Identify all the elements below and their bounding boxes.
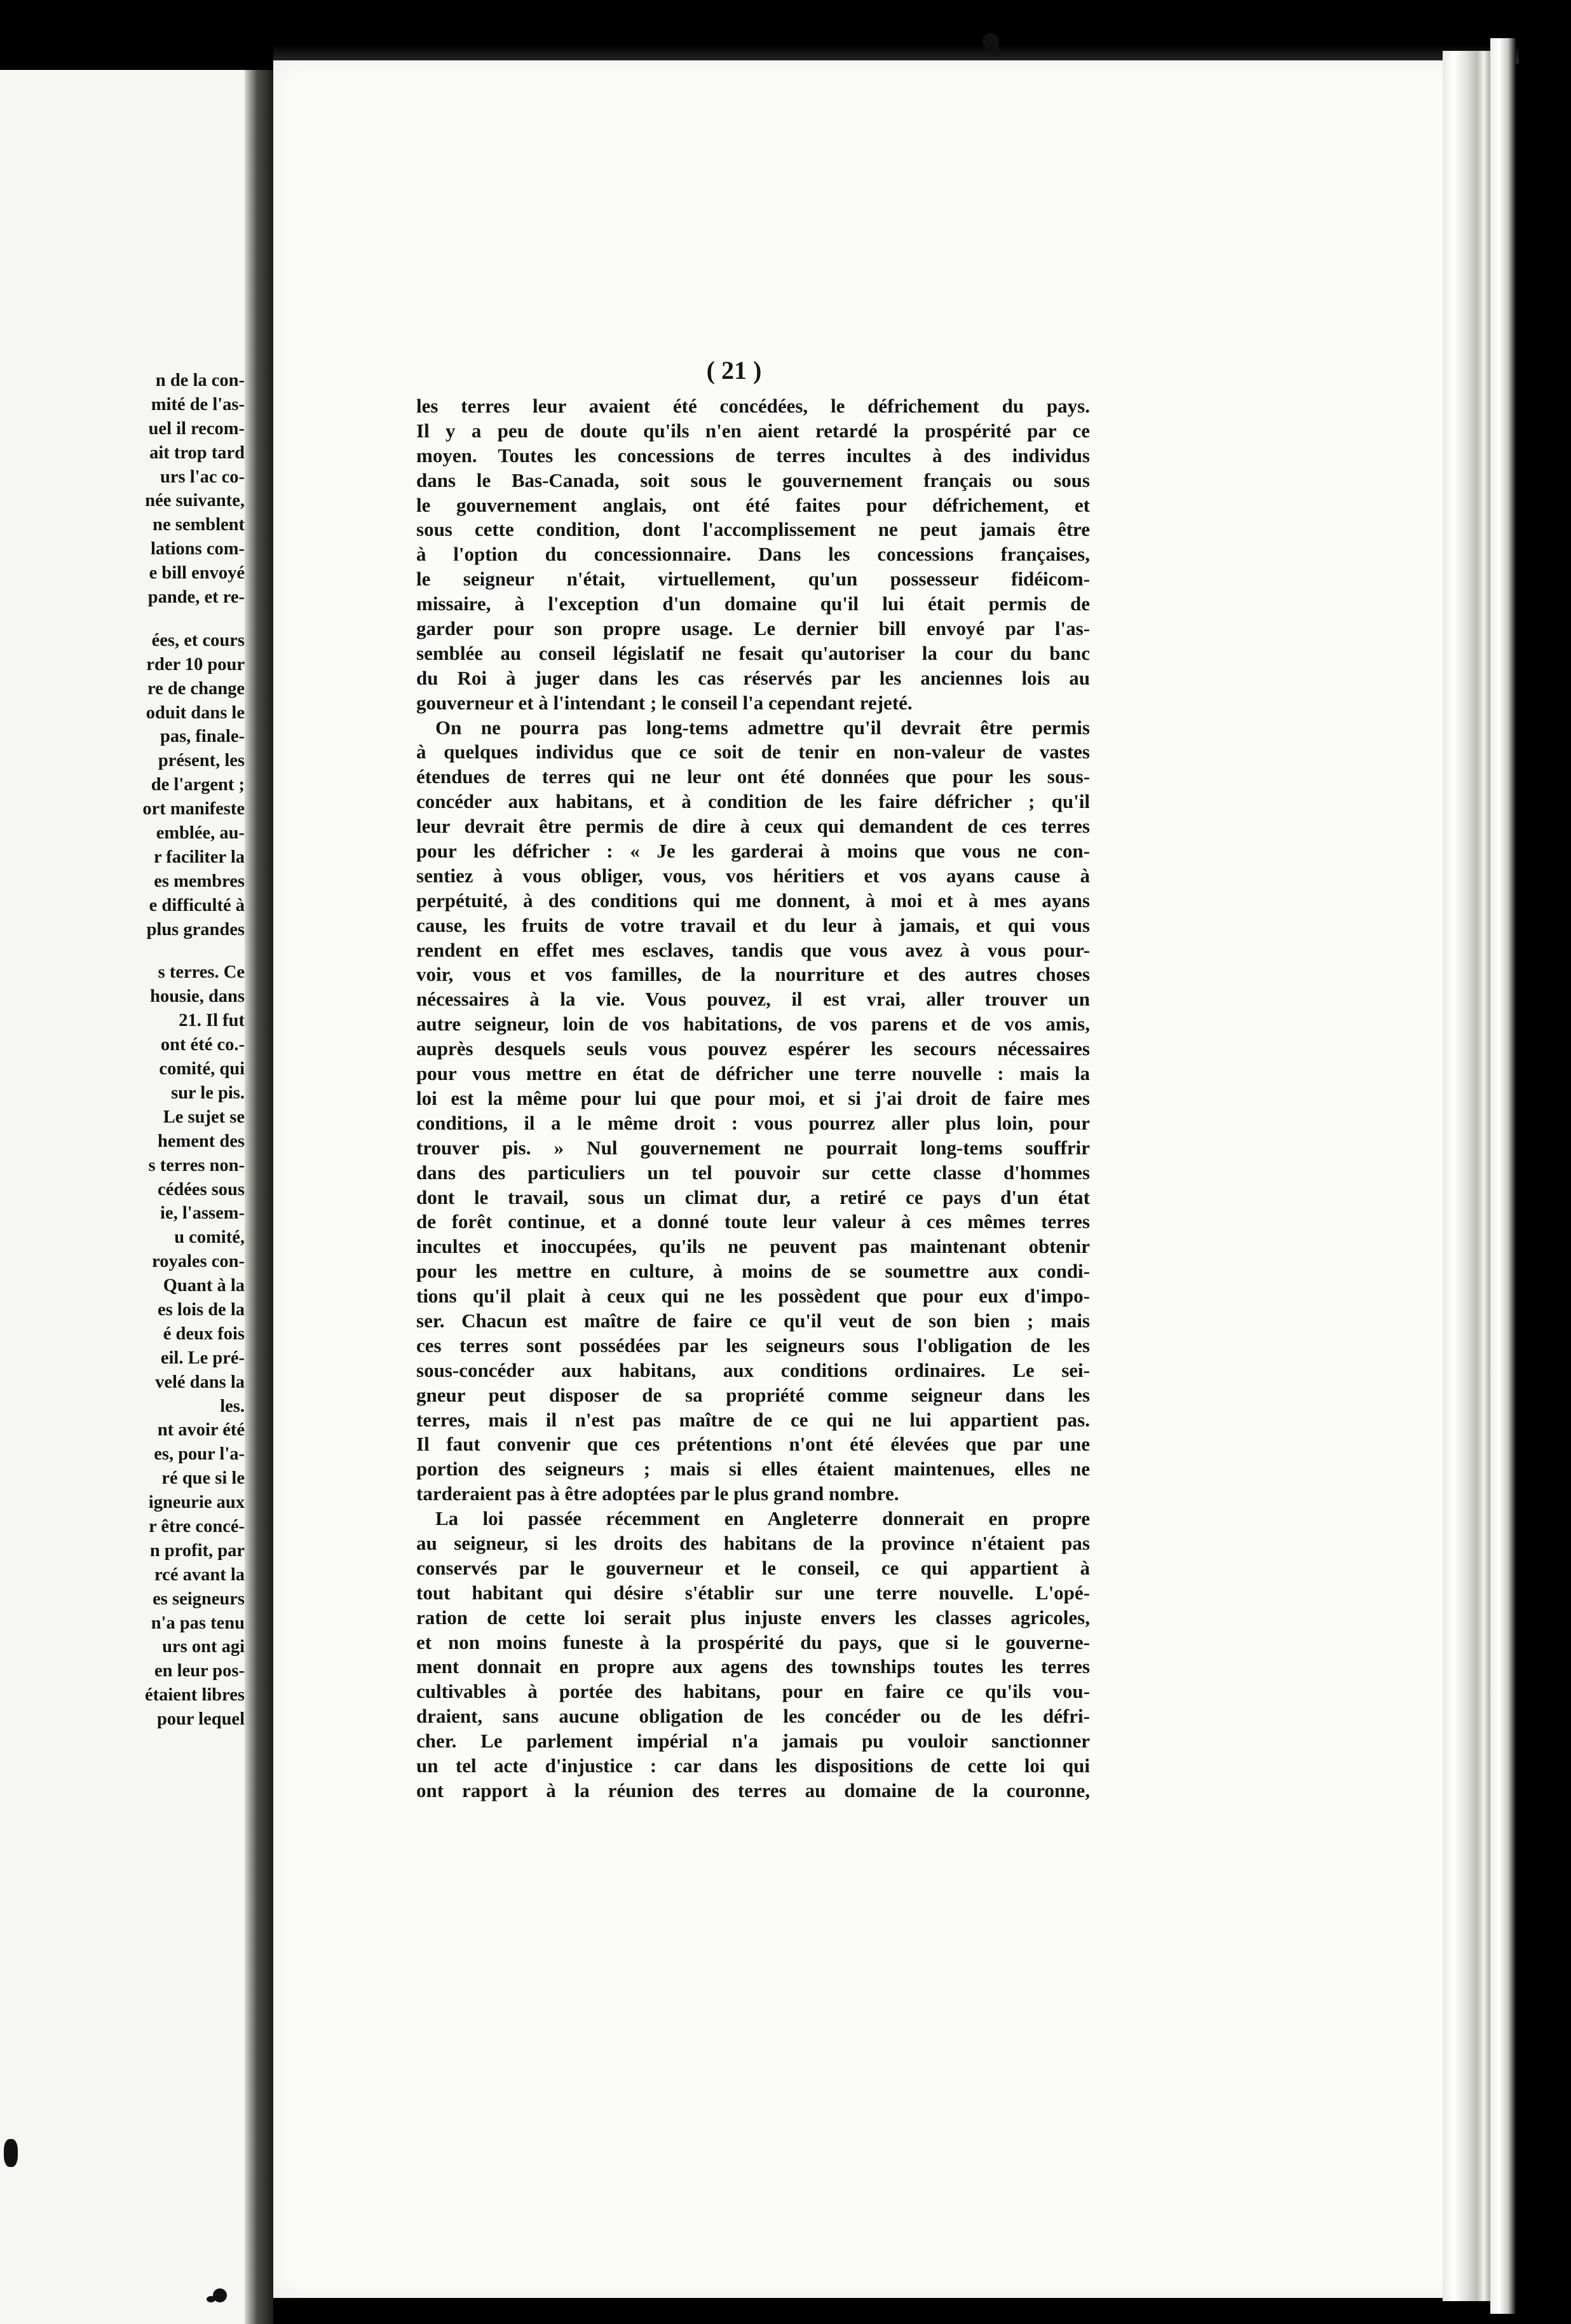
text-line: sous cette condition, dont l'accomplissement ne peut jamais être bbox=[416, 518, 1090, 541]
text-line: garder pour son propre usage. Le dernier bill envoyé par l'as- bbox=[416, 617, 1090, 640]
text-line: les terres leur avaient été concédées, le défrichement du pays. bbox=[416, 395, 1090, 417]
text-line: étendues de terres qui ne leur ont été données que pour les sous- bbox=[416, 765, 1090, 788]
left-page-line: mité de l'as- bbox=[151, 394, 245, 414]
text-line: de forêt continue, et a donné toute leur valeur à ces mêmes terres bbox=[416, 1210, 1090, 1233]
left-page-line: s terres. Ce bbox=[158, 962, 245, 983]
left-page-line: étaient libres bbox=[145, 1685, 245, 1705]
left-page-line: rder 10 pour bbox=[146, 654, 245, 674]
text-line: moyen. Toutes les concessions de terres incultes à des individus bbox=[416, 444, 1090, 467]
left-page-line: plus grandes bbox=[146, 919, 245, 940]
left-page-line: ré que si le bbox=[161, 1468, 245, 1489]
text-line: dont le travail, sous un climat dur, a retiré ce pays d'un état bbox=[416, 1186, 1090, 1208]
text-line: à quelques individus que ce soit de tenir en non-valeur de vastes bbox=[416, 741, 1090, 763]
text-line: un tel acte d'injustice : car dans les dispositions de cette loi qui bbox=[416, 1754, 1090, 1777]
left-page-line: cédées sous bbox=[158, 1179, 245, 1200]
text-line: ration de cette loi serait plus injuste envers les classes agricoles, bbox=[416, 1606, 1090, 1629]
left-page-line: u comité, bbox=[174, 1227, 245, 1248]
top-shadow bbox=[273, 0, 1519, 64]
text-line: ces terres sont possédées par les seigneurs sous l'obligation de les bbox=[416, 1334, 1090, 1357]
left-page-line: rcé avant la bbox=[154, 1564, 245, 1585]
left-page-line: pande, et re- bbox=[147, 587, 245, 608]
left-page-line: re de change bbox=[147, 678, 245, 699]
left-page-line: les. bbox=[220, 1396, 245, 1416]
left-page-line: n'a pas tenu bbox=[151, 1613, 245, 1633]
left-page-line: oduit dans le bbox=[146, 702, 245, 723]
left-page-line: es seigneurs bbox=[153, 1589, 245, 1609]
margin-mark bbox=[4, 2139, 18, 2167]
left-page-line: n de la con- bbox=[155, 371, 245, 390]
text-line: pour vous mettre en état de défricher une terre nouvelle : mais la bbox=[416, 1062, 1090, 1085]
left-page-line: pour lequel bbox=[156, 1709, 245, 1730]
left-page-line: igneurie aux bbox=[148, 1493, 245, 1513]
text-line: sentiez à vous obliger, vous, vos héritiers et vos ayans cause à bbox=[416, 864, 1090, 887]
left-page-line: lations com- bbox=[150, 539, 245, 559]
text-line: cultivables à portée des habitans, pour en faire ce qu'ils vou- bbox=[416, 1680, 1090, 1703]
text-line: concéder aux habitans, et à condition de les faire défricher ; qu'il bbox=[416, 790, 1090, 813]
text-line: ser. Chacun est maître de faire ce qu'il veut de son bien ; mais bbox=[416, 1309, 1090, 1332]
text-line: gouverneur et à l'intendant ; le conseil l'a cependant rejeté. bbox=[416, 691, 913, 714]
left-page-line: ont été co.- bbox=[160, 1035, 245, 1055]
text-line: et non moins funeste à la prospérité du pays, que si le gouverne- bbox=[416, 1630, 1090, 1653]
left-page-line: ne semblent bbox=[153, 515, 245, 535]
left-page-line bbox=[0, 610, 245, 629]
left-page-line: ait trop tard bbox=[149, 442, 245, 463]
text-line: semblée au conseil législatif ne fesait qu'autoriser la cour du banc bbox=[416, 641, 1090, 664]
left-page-line: en leur pos- bbox=[154, 1661, 245, 1681]
left-page-line: eil. Le pré- bbox=[160, 1348, 245, 1368]
left-page-fragment bbox=[0, 70, 245, 2324]
text-line: Il y a peu de doute qu'ils n'en aient retardé la prospérité par ce bbox=[416, 419, 1090, 442]
text-line: autre seigneur, loin de vos habitations, de vos parens et de vos amis, bbox=[416, 1013, 1090, 1036]
book-gutter bbox=[245, 70, 273, 2324]
left-page-line: uel il recom- bbox=[148, 418, 245, 439]
text-line: le gouvernement anglais, ont été faites pour défrichement, et bbox=[416, 493, 1090, 516]
text-line: terres, mais il n'est pas maître de ce qui ne lui appartient pas. bbox=[416, 1408, 1090, 1431]
text-line: cher. Le parlement impérial n'a jamais pu vouloir sanctionner bbox=[416, 1730, 1090, 1753]
text-line: ont rapport à la réunion des terres au domaine de la couronne, bbox=[416, 1779, 1090, 1801]
text-line: nécessaires à la vie. Vous pouvez, il est vrai, aller trouver un bbox=[416, 988, 1090, 1011]
text-line: portion des seigneurs ; mais si elles étaient maintenues, elles ne bbox=[416, 1458, 1090, 1480]
text-line: du Roi à juger dans les cas réservés par les anciennes lois au bbox=[416, 666, 1090, 689]
left-page-line: Le sujet se bbox=[163, 1107, 245, 1127]
text-line: incultes et inoccupées, qu'ils ne peuvent pas maintenant obtenir bbox=[416, 1235, 1090, 1258]
body-text bbox=[416, 394, 1090, 1803]
left-page-line: es, pour l'a- bbox=[154, 1444, 245, 1465]
left-page-line: housie, dans bbox=[150, 987, 245, 1007]
text-line: gneur peut disposer de sa propriété comme seigneur dans les bbox=[416, 1383, 1090, 1406]
text-line: tions qu'il plait à ceux qui ne les possèdent que pour eux d'impo- bbox=[416, 1285, 1090, 1308]
text-line: missaire, à l'exception d'un domaine qu'il lui était permis de bbox=[416, 592, 1090, 615]
text-line: sous-concéder aux habitans, aux conditions ordinaires. Le sei- bbox=[416, 1358, 1090, 1381]
left-page-line: hement des bbox=[158, 1131, 245, 1151]
text-line: à l'option du concessionnaire. Dans les concessions françaises, bbox=[416, 543, 1090, 566]
text-line: conditions, il a le même droit : vous pourrez aller plus loin, pour bbox=[416, 1111, 1090, 1134]
left-page-line: e bill envoyé bbox=[149, 563, 245, 584]
left-page-line: ie, l'assem- bbox=[160, 1203, 245, 1224]
left-page-line: Quant à la bbox=[163, 1276, 245, 1296]
text-line: tout habitant qui désire s'établir sur une terre nouvelle. L'opé- bbox=[416, 1581, 1090, 1604]
text-line: draient, sans aucune obligation de les concéder ou de les défri- bbox=[416, 1705, 1090, 1728]
text-line: rendent en effet mes esclaves, tandis que vous avez à vous pour- bbox=[416, 938, 1090, 961]
text-line: ment donnait en propre aux agens des townships toutes les terres bbox=[416, 1655, 1090, 1678]
text-line: Il faut convenir que ces prétentions n'ont été élevées que par une bbox=[416, 1433, 1090, 1456]
text-line: cause, les fruits de votre travail et du leur à jamais, et qui vous bbox=[416, 913, 1090, 936]
left-page-line: emblée, au- bbox=[156, 823, 245, 844]
left-page-line: comité, qui bbox=[159, 1059, 245, 1079]
page-edge-outer bbox=[1490, 38, 1516, 2314]
left-page-line: es lois de la bbox=[158, 1299, 245, 1320]
text-line: tarderaient pas à être adoptées par le plus grand nombre. bbox=[416, 1482, 899, 1505]
left-page-line: ées, et cours bbox=[151, 630, 245, 650]
text-line: loi est la même pour lui que pour moi, et si j'ai droit de faire mes bbox=[416, 1086, 1090, 1109]
left-page-line: es membres bbox=[154, 871, 245, 891]
left-page-line: urs l'ac co- bbox=[160, 467, 245, 487]
left-page-text bbox=[0, 369, 245, 1732]
left-page-line: 21. Il fut bbox=[179, 1011, 245, 1031]
ink-speck bbox=[207, 2296, 215, 2302]
left-page-line: nt avoir été bbox=[157, 1420, 245, 1440]
left-page-line: pas, finale- bbox=[160, 727, 245, 747]
left-page-line: née suivante, bbox=[145, 491, 245, 511]
left-page-line: e difficulté à bbox=[149, 895, 245, 915]
left-page-line: royales con- bbox=[152, 1252, 245, 1272]
left-page-line: de l'argent ; bbox=[151, 775, 245, 795]
left-page-line: velé dans la bbox=[155, 1372, 245, 1392]
left-page-line: présent, les bbox=[158, 751, 245, 771]
left-page-line: é deux fois bbox=[163, 1323, 245, 1344]
left-page-line: r être concé- bbox=[149, 1516, 245, 1536]
left-page-line: s terres non- bbox=[148, 1155, 245, 1175]
ink-speck bbox=[991, 44, 999, 56]
left-page-line: urs ont agi bbox=[162, 1637, 245, 1657]
left-page-line bbox=[0, 941, 245, 960]
text-line: conservés par le gouverneur et le conseil, ce qui appartient à bbox=[416, 1556, 1090, 1579]
text-line: dans des particuliers un tel pouvoir sur cette classe d'hommes bbox=[416, 1161, 1090, 1184]
text-line: au seigneur, si les droits des habitans de la province n'étaient pas bbox=[416, 1531, 1090, 1554]
page-number: ( 21 ) bbox=[706, 356, 762, 385]
text-line: pour les mettre en culture, à moins de se soumettre aux condi- bbox=[416, 1260, 1090, 1283]
text-line: le seigneur n'était, virtuellement, qu'un possesseur fidéicom- bbox=[416, 568, 1090, 591]
text-line: voir, vous et vos familles, de la nourriture et des autres choses bbox=[416, 963, 1090, 986]
left-page-line: sur le pis. bbox=[171, 1083, 245, 1103]
text-line: La loi passée récemment en Angleterre donnerait en propre bbox=[435, 1507, 1090, 1530]
text-line: auprès desquels seuls vous pouvez espérer les secours nécessaires bbox=[416, 1037, 1090, 1060]
text-line: dans le Bas-Canada, soit sous le gouvernement français ou sous bbox=[416, 468, 1090, 491]
left-page-line: ort manifeste bbox=[142, 799, 245, 819]
text-line: trouver pis. » Nul gouvernement ne pourrait long-tems souffrir bbox=[416, 1136, 1090, 1159]
text-line: perpétuité, à des conditions qui me donnent, à moi et à mes ayans bbox=[416, 889, 1090, 912]
text-line: leur devrait être permis de dire à ceux qui demandent de ces terres bbox=[416, 815, 1090, 838]
left-page-line: n profit, par bbox=[149, 1540, 245, 1561]
text-line: On ne pourra pas long-tems admettre qu'il devrait être permis bbox=[435, 716, 1090, 739]
left-page-line: r faciliter la bbox=[154, 847, 245, 867]
text-line: pour les défricher : « Je les garderai à moins que vous ne con- bbox=[416, 840, 1090, 863]
